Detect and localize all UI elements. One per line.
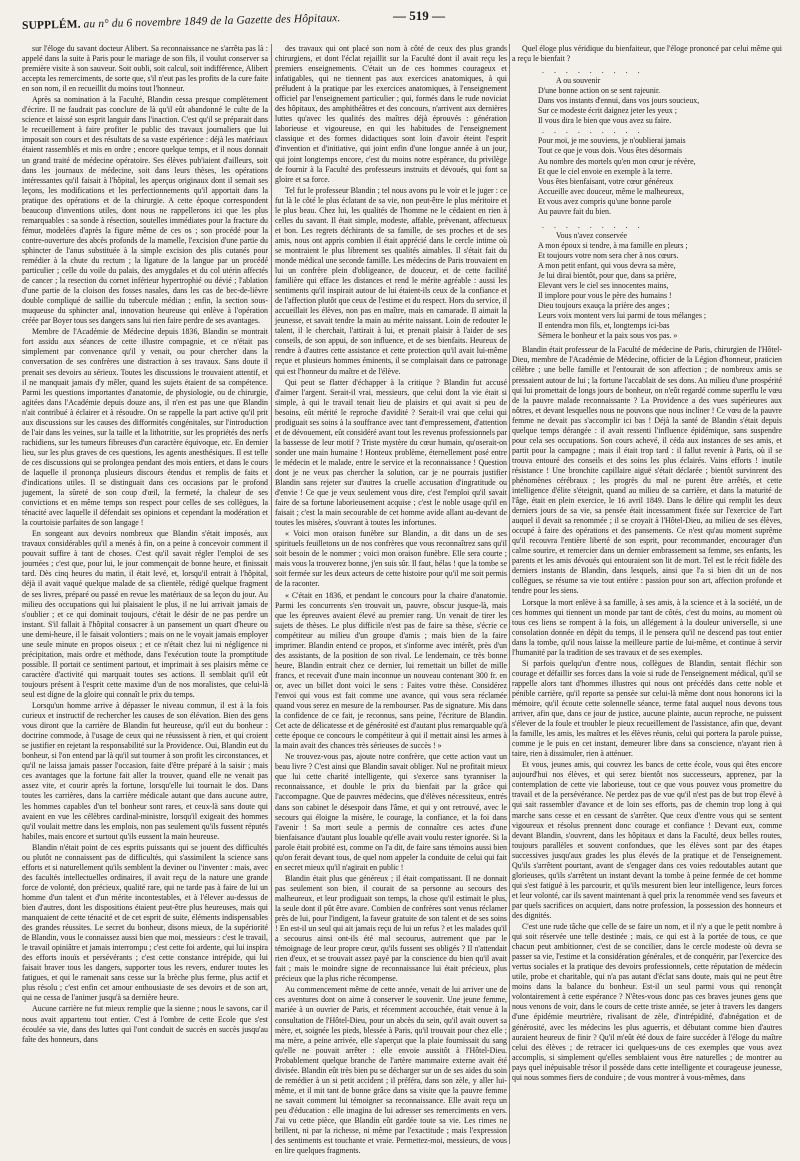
verse-line: Il implore pour vous le père des humains ! <box>538 291 672 301</box>
poem-fragment-2 <box>512 221 782 342</box>
paragraph: Au commencement même de cette année, venait de lui arriver une de ces aventures dont on aime à conserver le souvenir. Une jeune femme, mariée à un ouvrier de Paris, et récemment accouchée, était venue à la consultation de l'Hôtel-Dieu, pour un abcès du sein, qu'il avait ouvert sa mère, et, soignée les pieds, blessée à Paris, qu'il trouvait pour chez elle ; ma mère, a peine arrivée, elle s'aperçut que la plaie fournissait du sang qu'elle ne pouvait arrêter : elle envoie aussitôt à l'Hôtel-Dieu. Probablement quelque branche de l'artère mammaire externe avait été divisée. Blandin eût très bien pu se décharger sur un de ses aides du soin de remédier à un si petit accident ; il préféra, dans son zèle, y aller lui-même, et il mit tant de bonne grâce dans sa visite que la pauvre femme ne savait comment lui témoigner sa reconnaissance. Elle avait reçu un peu d'éducation : elle imagina de lui adresser ses remerciments en vers. J'ai vu cette pièce, que Blandin eût gardée toute sa vie. Les rimes ne brillent, ni par la richesse, ni même par l'exactitude ; mais l'expression des sentiments est touchante et vraie. Permettez-moi, messieurs, de vous en lire quelques fragments. <box>275 985 507 1156</box>
page-number: — 519 — <box>393 8 445 23</box>
paragraph: Qui peut se flatter d'échapper à la critique ? Blandin fut accusé d'aimer l'argent. Serait-il vrai, messieurs, que celui dont la vie était si simple, à qui le travail tenait lieu de plaisirs et qui avait si peu de besoins, eût mérité le reproche d'avidité ? Serait-il vrai que celui qui prodiguait ses soins à la souffrance avec tant d'empressement, d'attention et de dévouement, eût considéré avant tout les revenus professionnels par la bassesse de leur motif ? Triste mystère du cœur humain, qu'oserait-on sonder une main humaine ! Honteux problème, éternellement posé entre le médecin et le malade, entre le service et la reconnaissance ! Question dont je ne veux pas chercher la solution, car je ne pourrais justifier Blandin sans rejeter sur d'autres la cruelle accusation d'ingratitude ou d'envie ! Ce que je veux seulement vous dire, c'est l'emploi qu'il savait faire de sa fortune laborieusement acquise ; c'est le noble usage qu'il en faisait ; c'est la main secourable de cet homme avide allant au-devant de toutes les misères, s'ouvrant à toutes les infortunes. <box>275 377 507 528</box>
paragraph: Lorsqu'un homme arrive à dépasser le niveau commun, il est à la fois curieux et instructif de rechercher les causes de son élévation. Bien des gens vous diront que la carrière de Blandin fut heureuse, qu'il eut du bonheur : doctrine commode, à l'usage de ceux qui ne réussissent à rien, et qui croient se justifier en rejetant la responsabilité sur la Providence. Oui, Blandin eut du bonheur, si l'on entend par là qu'il sut tourner à son profit les circonstances, et qu'il ne laissa jamais passer l'occasion, faite d'être préparé à la saisir ; mais ces avantages que la fortune fait aller la trouver, quand elle ne venait pas assez vite, et courir après la fortune, lorsqu'elle lui tournait le dos. Dans toutes les carrières, dans la carrière médicale autant que dans aucune autre, les hommes capables d'un tel bonheur sont rares, et ceux-là sans doute qui avaient en vue les célèbres cardinal-ministre, lorsqu'il exigeait des hommes qu'il voulait mettre dans les emplois, non pas seulement qu'ils fussent réputés habiles, mais encore et surtout qu'ils eussent la main heureuse. <box>22 701 268 841</box>
verse-line: Vous êtes bienfaisant, votre cœur généreux <box>538 176 674 186</box>
verse-line: Il entendra mon fils, et, longtemps ici-bas <box>538 321 670 331</box>
column-rule <box>271 44 272 1144</box>
paragraph: Blandin était professeur de la Faculté de médecine de Paris, chirurgien de l'Hôtel-Dieu, membre de l'Académie de Médecine, officier de la Légion d'honneur, praticien célèbre ; une belle famille et l'entourait de son affection ; de nombreux amis se pressaient autour de lui ; la fortune l'accablait de ses dons. Au milieu d'une prospérité qui lui promettait de longs jours de bonheur, on n'eût regardé comme superflu le vœu de la pauvre malade reconnaissante ? La Providence a des vues supérieures aux nôtres, et devant lesquelles nous ne pouvons que nous incliner ! Ce vœu de la pauvre femme ne devait pas s'accomplir ici bas ! Déjà la santé de Blandin s'était depuis quelque temps dérangée : il avait ressenti l'influence épidémique, sans suspendre pour cela ses occupations. Son cours achevé, il céda aux instances de ses amis, et partit pour la campagne ; mais il était trop tard : il fallut revenir à Paris, où il se trouva entouré des conseils et des soins les plus éclairés. Vains efforts ! inutile résistance ! Une bronchite capillaire aiguë s'était déclarée ; bientôt survinrent des phénomènes cérébraux ; les progrès du mal ne purent être arrêtés, et cette intelligence d'élite s'éteignit, quand au milieu de sa carrière, et dans la maturité de l'âge, était en plein exercice, le 16 avril 1849. Dans le délire qui remplit les deux derniers jours de sa vie, sa pensée était incessamment fixée sur l'exercice de l'art auquel il devait sa renommée ; il se croyait à l'Hôtel-Dieu, au milieu de ses élèves, occupé à faire des opérations et des pansements. Ce n'est qu'au moment suprême qu'il recouvra l'entière liberté de son esprit, pour recommander, encourager d'un calme sourire, et remercier dans un dernier embrassement sa femme, ses enfants, les parents et les amis dévoués qui entouraient son lit de mort. Tel est le récit fidèle des derniers instants de Blandin, dans lesquels, ainsi que l'a si bien dit un de nos collègues, se résume sa vie tout entière : passion pour son art, affection profonde et tendre pour les siens. <box>512 345 782 596</box>
verse-line: A mon petit enfant, qui vous devra sa mère, <box>538 260 676 270</box>
ellipsis-dots: . . . . . . . . . <box>542 66 644 76</box>
ellipsis-dots: . . . . . . . . . <box>542 126 644 136</box>
paragraph: En songeant aux devoirs nombreux que Blandin s'était imposés, aux travaux considérables qu'il a menés à fin, on a peine à concevoir comment il pouvait suffire à tant de choses. C'est qu'il savait régler l'emploi de ses journées ; c'est que, pour lui, le jour commençait de bonne heure, et finissait tard. Dès cinq heures du matin, il était levé, et, lorsqu'il entrait à l'hôpital, déjà il avait vaqué quelque malade de sa clientèle, rédigé quelque fragment de ses livres, préparé ou passé en revue les matériaux de sa leçon du jour. Au milieu des occupations qui lui plaisaient le plus, il ne lui arrivait jamais de s'oublier ; et ce qui dominait toujours, c'était le désir de ne pas perdre un instant. S'il fallait à l'hôpital consacrer à un pansement un quart d'heure ou une demi-heure, il le faisait volontiers ; mais on ne le voyait jamais employer une seule minute en propos oiseux ; et ce n'était chez lui ni négligence ni précipitation, mais ordre et méthode, dans l'exécution toute la promptitude possible. Il portait ce sentiment partout, et imprimait à ses plaisirs même ce caractère d'activité qui marquait toutes ses actions. Il semblait qu'il eût toujours présent à l'esprit cette maxime d'un de nos moralistes, que celui-là seul est digne de la gloire qui connaît le prix du temps. <box>22 529 268 699</box>
verse-line: Au pauvre fait du bien. <box>538 206 611 216</box>
paragraph: Blandin n'était point de ces esprits puissants qui se jouent des difficultés ou plutôt ne connaissent pas de difficultés, qui s'assimilent la science sans efforts et si naturellement qu'ils semblent la deviner ou l'inventer : mais, avec des facultés intellectuelles ordinaires, il avait reçu de la nature une grande force de volonté, don précieux, qualité rare, qui ne tarde pas à faire de lui un homme d'un talent et d'un mérite incontestables, et à l'élever au-dessus de bien d'autres, dont les dispositions étaient peut-être plus heureuses, mais qui manquaient de cette ténacité et de cet esprit de suite, éléments indispensables des grandes réussites. Le secret du bonheur, disons mieux, de la supériorité de Blandin, vous le connaissez aussi bien que moi, messieurs : c'est le travail, le travail opiniâtre et jamais interrompu ; c'est cette foi ardente, qui lui inspira des efforts inouïs et persévérants ; c'est cette constance intrépide, qui lui faisait braver tous les dangers, supporter tous les revers, endurer toutes les fatigues, et qui le ramenait sans cesse sur la brèche plus ferme, plus actif et plus résolu ; c'est enfin cet amour enthousiaste de ses devoirs et de son art, qui ne cessa de l'animer jusqu'à sa dernière heure. <box>22 842 268 1003</box>
verse-line: Tout ce que je vous dois. Vous êtes désormais <box>538 146 683 156</box>
verse-line: Dans vos instants d'ennui, dans vos jours soucieux, <box>538 96 700 106</box>
verse-line: Dieu toujours exauça la prière des anges ; <box>538 301 670 311</box>
paragraph: Après sa nomination à la Faculté, Blandin cessa presque complètement d'écrire. Il ne faudrait pas conclure de là qu'il eût abandonné le culte de la science et laissé son esprit languir dans l'inaction. C'est qu'il se préparait dans le recueillement à faire profiter le public des travaux journaliers que lui imposait son cours et des résultats de sa vaste expérience : déjà les matériaux étaient rassemblés et mis en ordre ; encore quelque temps, et il nous donnait un grand traité de médecine opératoire. Ses élèves pub'iaient d'ailleurs, soit dans les journaux de médecine, soit dans leurs thèses, les opérations intéressantes qu'il faisait à l'hôpital, les aperçus originaux dont il semait ses leçons, les modifications et les perfectionnements qu'il apportait dans la pratique des opérations et de la chirurgie. A cette époque correspondent beaucoup d'inventions utiles, dont nous ne rappellerons ici que les plus remarquables : sa sonde à résection, soutelles immédiates pour la fracture du fémur, modelées d'après la figure même de ces os ; son procédé pour la contre-ouverture des abcès profonds de la mamelle, l'excision d'une partie du sphincter de l'anus substituée à la simple excision des plis cutanés pour remédier à la chute du rectum ; la ligature de la langue par un procédé particulier ; celle du voile du palais, des amygdales et du col utérin affectés de cancer ; la resection du cornet inférieur hypertrophié ou dévié ; l'ablation d'une partie de la cloison des fosses nasales, dans les cas de bec-de-lièvre double compliqué de saillie du tubercule médian ; enfin, la section sous-muqueuse du sphincter anal, innovation heureuse qui enlève à l'opération créée par Boyer tous ses dangers sans lui rien faire perdre de ses avantages. <box>22 95 268 326</box>
verse-line: Je lui dirai bientôt, pour que, dans sa prière, <box>538 271 677 281</box>
verse-line: Vous n'avez conservée <box>556 230 627 240</box>
paragraph: Et vous, jeunes amis, qui couvrez les bancs de cette école, vous qui êtes encore aujourd'hui nos élèves, et qui serez bientôt nos successeurs, apprenez, par la contemplation de cette vie laborieuse, tout ce que vous pouvez vous promettre du travail et de la persévérance. Ne perdez pas de vue qu'il n'est pas de but trop élevé à qui sait rassembler d'avance et de loin ses efforts, pas de chemin trop long à qui marche sans cesse et en cessant de s'arrêter. Que ceux d'entre vous qui se sentent vigoureux et résolus prennent donc courage et confiance ! Devant eux, comme devant Blandin, s'ouvrent, dans les hôpitaux et dans la Faculté, deux belles routes, toujours parallèles et souvent confondues, que les élèves sont par des étapes successives jusqu'aux grades les plus élevés de la pratique et de l'enseignement. Qu'ils s'arrêtent pourtant, avant de s'engager dans ces voies redoutables autant que glorieuses, qu'ils s'arrêtent un instant devant la tombe à peine fermée de cet homme qui s'est fatigué à les parcourir, et qu'ils mesurent bien leur intelligence, leurs forces et leur volonté, car ils savent maintenant à quel prix la renommée vend ses faveurs et par quels sacrifices on acquiert, dans notre profession, la possession des honneurs et des dignités. <box>512 760 782 920</box>
column-rule <box>509 44 510 1144</box>
paragraph: Quel éloge plus véridique du bienfaiteur, que l'éloge prononcé par celui même qui a reçu le bienfait ? <box>512 44 782 64</box>
verse-line: Pour moi, je me souviens, je n'oublierai jamais <box>538 136 686 146</box>
ellipsis-dots: . . . . . . . . . <box>542 220 644 230</box>
paragraph: des travaux qui ont placé son nom à côté de ceux des plus grands chirurgiens, et dont l'éclat rejaillit sur la Faculté dont il avait reçu les premiers enseignements. C'était un de ces hommes courageux et infatigables, qui ne tiennent pas aux exercices anatomiques, à qui préludent à la pratique par les exercices anatomiques, à l'enseignement officiel par l'enseignement particulier ; qui, formés dans le rude noviciat des hôpitaux, des amphithéâtres et des concours, n'arrivent aux dernières luttes qu'avec les qualités des maîtres déjà éprouvés : génération laborieuse et vigoureuse, en qui les habitudes de l'enseignement classique et des formes didactiques sont loin d'avoir éteint l'esprit d'invention et d'initiative, qui joint enfin d'une longue année à un jour, qui joint longtemps encore, c'est du moins notre espérance, du privilège de fournir à la Faculté des professeurs instruits et dévoués, qui font sa gloire et sa force. <box>275 44 507 184</box>
verse-line: Sèmera le bonheur et la paix sous vos pas. » <box>538 331 678 341</box>
verse-line: Et toujours votre nom sera cher à nos cœurs. <box>538 250 679 260</box>
verse-line: Elevant vers le ciel ses innocentes mains, <box>538 281 669 291</box>
verse-line: Sur ce modeste écrit daignez jeter les yeux ; <box>538 106 677 116</box>
column-left <box>22 44 268 1144</box>
paragraph: Aucune carrière ne fut mieux remplie que la sienne ; nous le savons, car il nous avait appartenu tout entier. C'est à l'ombre de cette Ecole que s'est écoulée sa vie, dans des luttes qui l'ont conduit de succès en succès jusqu'au faîte des honneurs, dans <box>22 1004 268 1044</box>
poem-fragment-1 <box>512 66 782 217</box>
verse-line: A ou souvenir <box>556 76 601 86</box>
paragraph: Tel fut le professeur Blandin ; tel nous avons pu le voir et le juger : ce fut là le côté le plus éclatant de sa vie, non peut-être le plus méritoire et le plus beau. Chez lui, les qualités de l'homme ne le cédaient en rien à celles du savant. Il était simple, modeste, affable, prévenant, affectueux et bon. Les regrets déchirants de sa famille, de ses proches et de ses amis, nous ont appris combien il était apprécié dans le cercle intime où se montraient le plus librement ses qualités aimables. Il s'était fait du monde médical une seconde famille. Les médecins de Paris trouvaient en lui un confrère plein d'obligeance, de douceur, et de cette facilité familière qui efface les distances et rend le mérite agréable : aussi les sentiments qu'il inspirait autour de lui étaient-ils ceux de la confiance et de l'affection plutôt que ceux de l'estime et du respect. Hors du service, il accueillait les élèves, non pas en maître, mais en camarade. Il aimait la jeunesse, et savait tendre la main au mérite naissant. Loin de redouter le talent, il le cherchait, l'attirait à lui, et prenait plaisir à l'aider de ses conseils, de son appui, de son influence, et de ses bienfaits. Heureux de rendre à d'autres cette assistance et cette protection qu'il avait lui-même reçue et plusieurs hommes éminents, il se complaisait dans ce patronage qui est l'honneur du maître et de l'élève. <box>275 185 507 376</box>
paragraph: C'est une rude tâche que celle de se faire un nom, et il n'y a que le petit nombre à qui soit réservée une telle destinée ; mais, ce qui est à la portée de tous, ce que chacun peut ambitionner, c'est de se concilier, dans le cercle modeste où devra se passer sa vie, l'estime et la considération générales, et de conquérir, par l'exercice des vertus sociales et la pratique des devoirs professionnels, cette réputation de médecin utile, probe et charitable, qui n'a pas autant d'éclat sans doute, mais qui ne peut être moins dans la balance du bonheur. Est-il un seul parmi vous qui renonçât volontairement à cette espérance ? N'êtes-vous donc pas ces braves jeunes gens que nous venons de voir, dans le cours de cette triste année, se jeter à travers les dangers d'une épidémie meurtrière, rivalisant de zèle, d'intrépidité, d'abnégation et de générosité, avec les médecins les plus aguerris, et débutant comme bien d'autres auraient heureux de finir ? Qu'il m'eût été doux de faire succéder à l'éloge du maître celui des élèves ; de retracer ici quelques-uns de ces exemples que vous avez accomplis, si simplement qu'elles semblaient vous être naturelles ; de montrer au pays quel inépuisable trésor il possède dans cette intelligente et courageuse jeunesse, qui nous sommes fiers de conduire ; de vous montrer à vous-mêmes, dans <box>512 922 782 1082</box>
verse-line: Accueille avec douceur, même le malheureux, <box>538 186 684 196</box>
running-title-text: au n° du 6 novembre 1849 de la Gazette des Hôpitaux. <box>83 12 341 31</box>
verse-line: Leurs voix montent vers lui parmi de tous mélanges ; <box>538 311 707 321</box>
paragraph: sur l'éloge du savant docteur Alibert. Sa reconnaissance ne s'arrêta pas là : appelé dans la suite à Paris pour le mariage de son fils, il voulut conserver sa première visite à son sauveur. Soit oubli, soit calcul, soit indifférence, Alibert accepta les remerciments, de sorte que, s'il n'eut pas les profits de la cure faite en son nom, il en recueillit du moins tout l'honneur. <box>22 44 268 94</box>
verse-line: Et que le ciel envoie en exemple à la terre. <box>538 166 673 176</box>
page-header <box>0 0 800 40</box>
running-title-prefix: SUPPLÉM. <box>21 18 81 32</box>
paragraph: Membre de l'Académie de Médecine depuis 1836, Blandin se montrait fort assidu aux séances de cette illustre compagnie, et ce n'était pas simplement par convenance qu'il y venait, ou pour chercher dans la conversation de ses confrères une distraction à ses travaux. Sans doute il prenait ses devoirs au sérieux. Toutes les discussions le trouvaient attentif, et il ne manquait jamais d'y mêler, quand les sujets étaient de sa compétence. Parmi les questions importantes d'anatomie, de physiologie, ou de chirurgie, agitées dans l'Académie depuis douze ans, il n'en est pas une que Blandin n'ait contribué à éclairer et à résoudre. On se rappelle la part active qu'il prit aux discussions sur les causes des difformités congénitales, sur l'introduction de l'air dans les veines, sur la taille et la lithotritie, sur les propriétés des nerfs rachidiens, sur les tumeurs fibreuses d'un caractère équivoque, etc. En dernier lieu, sur les plus graves de ces questions, les agents anesthésiques. Il est telle de ces discussions qui se prolongea pendant des mois entiers, et dans le cours de laquelle il prononça plusieurs discours étendus et remplis de faits et d'indications utiles. Il se distinguait dans ces occasions par le profond jugement, la sûreté de son coup d'œil, la fermeté, la chaleur de ses convictions et en même temps son respect pour celles de ses collègues, la ténacité avec laquelle il défendait ses opinions et cependant la modération et la courtoisie parfaites de son langage ! <box>22 327 268 528</box>
paragraph: « Voici mon oraison funèbre sur Blandin, a dit dans un de ses spirituels feuilletons un de nos confrères que vous reconnaîtrez sans qu'il soit besoin de le nommer ; voici mon oraison funèbre. Elle sera courte ; mais vous la trouverez bonne, j'en suis sûr. Il faut, hélas ! que la tombe se soit fermée sur les deux acteurs de cette histoire pour qu'il me soit permis de la raconter. <box>275 529 507 589</box>
paragraph: « C'était en 1836, et pendant le concours pour la chaire d'anatomie. Parmi les concurrents s'en trouvait un, pauvre, obscur jusque-là, mais que les épreuves avaient élevé au premier rang. Un venait de tirer les sujets de thèses. Le plus difficile n'est pas de faire sa thèse, s'écrie ce compétiteur au milieu d'un groupe d'amis ; mais bien de la faire imprimer. Blandin entend ce propos, et s'informe avec intérêt, près d'un des assistants, de la position de son rival. Le lendemain, ce très bonne heure, Blandin entrait chez ce dernier, lui remettait un billet de mille francs, et recevait d'une main inconnue un nouveau contenant 300 fr. en or, avec un billet dont voici le sens : Faites votre thèse. Considérez l'envoi qui vous est fait comme une avance, qui vous sera réclamée quand vous serez en mesure de la rembourser. Pas de signature. Mis dans la confidence de ce fait, je reconnus, sans peine, l'écriture de Blandin. Cet acte de délicatesse et de générosité est d'autant plus remarquable qu'à cette époque ce concours le compétiteur à qui il mettait ainsi les armes à la main avait des chances très sérieuses de succès ! » <box>275 590 507 751</box>
column-middle <box>275 44 507 1156</box>
page-number-value: 519 <box>409 8 429 23</box>
running-title <box>22 12 341 32</box>
verse-line: Au nombre des mortels qu'en mon cœur je révère, <box>538 156 696 166</box>
verse-line: A mon époux si tendre, à ma famille en pleurs ; <box>538 240 688 250</box>
paragraph: Ne trouvez-vous pas, ajoute notre confrère, que cette action vaut un beau livre ? C'est ainsi que Blandin savait obliger. Nul ne profitait mieux que lui cette charité intelligente, qui s'exerce sans tyranniser la reconnaissance, et double le prix du bienfait par la grâce qui l'accompagne. Que de pauvres médecins, que d'élèves nécessiteux, entrés dans son cabinet le désespoir dans l'âme, et qui y ont retrouvé, avec le secours qui éloigne la misère, le courage, la confiance, et la foi dans l'avenir ! Sa mort seule a permis de connaître ces actes d'une bienfaisance d'autant plus louable qu'elle avait voulu rester ignorée. Si la parole était probité est, comme on l'a dit, de faire sans témoins aussi bien qu'on ferait devant tous, de quel nom appeler la conduite de celui qui fait en secret mieux qu'il n'agirait en public ! <box>275 752 507 872</box>
verse-line: Et vous avez compris qu'une bonne parole <box>538 196 672 206</box>
verse-line: D'une bonne action on se sent rajeunir. <box>538 86 661 96</box>
column-right <box>512 44 782 1144</box>
paragraph: Blandin était plus que généreux ; il était compatissant. Il ne donnait pas seulement son bien, il courait de sa personne au secours des malheureux, et leur prodiguait son temps, la chose qu'il estimait le plus, la seule dont il pût être avare. Combien de confrères sont venus réclamer près de lui, pour l'indigent, la faveur gratuite de son talent et de ses soins ! En est-il un seul qui ait jamais reçu de lui un refus ? et les malades qu'il a secourus ainsi ont-ils été mal secourus, autrement que par le témoignage de leur propre cœur, qu'ils fussent ses obligés ? Il n'attendait rien d'eux, et se trouvait assez payé par la conscience du bien qu'il avait fait ; mais le moindre signe de reconnaissance lui était précieux, plus précieux que la plus riche récompense. <box>275 873 507 984</box>
paragraph: Lorsque la mort enlève à sa famille, à ses amis, à la science et à la société, un de ces hommes qui tiennent un monde par tant de côtés, c'est du moins, au moment où tous ces liens se rompent à la fois, un allégement à la douleur universelle, si une consolation donnée en dépit du temps, il le pensera qu'il ne descend pas tout entier dans la tombe, qu'il nous laisse la meilleure partie de lui-même, et continue à servir l'humanité par la tradition de ses travaux et de ses exemples. <box>512 597 782 657</box>
paragraph: Si parfois quelqu'un d'entre nous, collègues de Blandin, sentait fléchir son courage et défaillir ses forces dans la voie si rude de l'enseignement médical, qu'il se rappelle alors tant d'hommes illustres qui nous ont précédés dans cette noble et pénible carrière, qu'il reporte sa pensée sur celui-là même dont nous honorons ici la mémoire, qu'il écoute cette solennelle séance, terme fatal auquel nous devons tous arriver, afin que, dans ce jour de justice, aucune plainte, aucun reproche, ne puissent s'élever de la foule et troubler le pieux recueillement de l'assistance, afin que, devant la famille, les amis, les maîtres et les élèves réunis, celui qui portera la parole puisse, comme je le puis en cet instant, demeurer libre dans sa conscience, n'ayant rien à taire, rien à dissimuler, rien à atténuer. <box>512 658 782 759</box>
verse-line: Il vous dira le bien que vous avez su faire. <box>538 116 672 126</box>
